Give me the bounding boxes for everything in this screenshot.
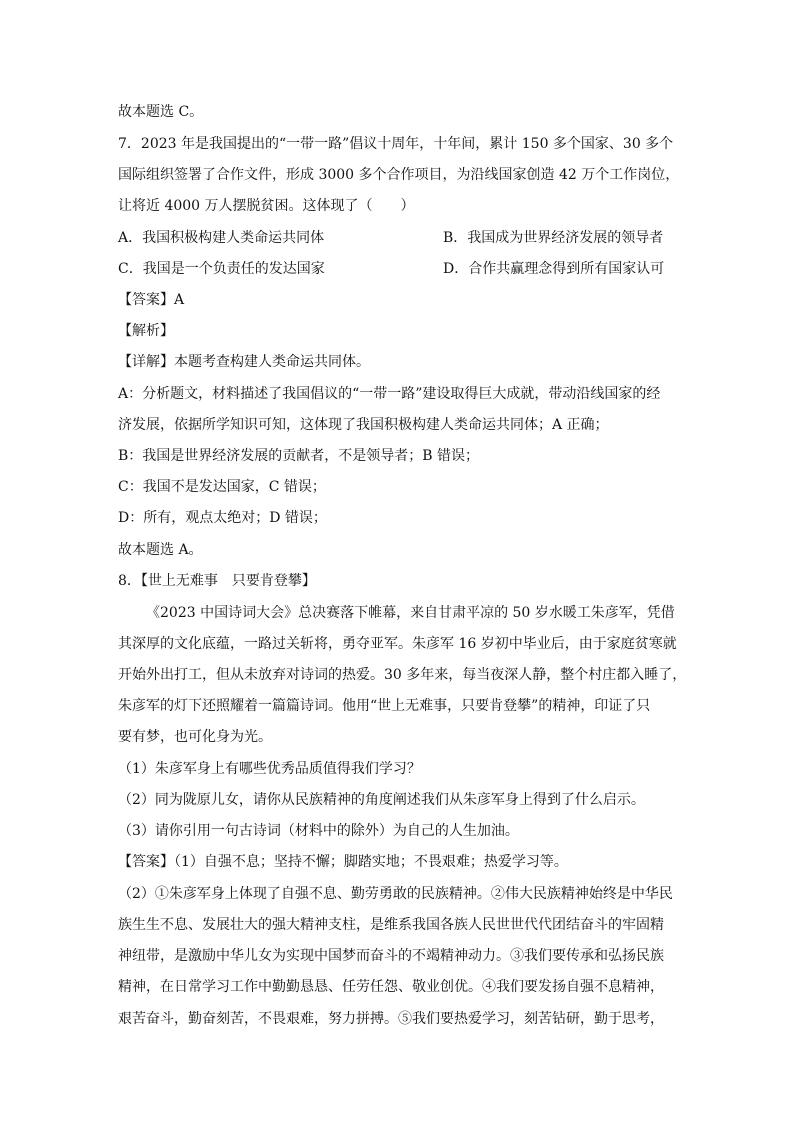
q8-material-line-5: 要有梦，也可化身为光。	[118, 729, 272, 745]
q8-question-2: （2）同为陇原儿女，请你从民族精神的角度阐述我们从朱彦军身上得到了什么启示。	[118, 792, 645, 808]
q7-stem-line-2: 国际组织签署了合作文件，形成 3000 多个合作项目，为沿线国家创造 42 万个工作岗位，	[118, 167, 680, 183]
q7-explanation-line-2: 济发展，依据所学知识可知，这体现了我国积极构建人类命运共同体；A 正确；	[118, 417, 609, 433]
q7-option-a: A．我国积极构建人类命运共同体	[118, 230, 325, 246]
q8-material-line-2: 其深厚的文化底蕴，一路过关斩将，勇夺亚军。朱彦军 16 岁初中毕业后，由于家庭贫寒就	[118, 636, 677, 652]
q7-option-b: B．我国成为世界经济发展的领导者	[443, 230, 664, 246]
q7-explanation-line-4: C：我国不是发达国家，C 错误；	[118, 479, 326, 495]
q8-answer-line-5: 精神，在日常学习工作中勤勤恳恳、任劳任怨、敬业创优。④我们要发扬自强不息精神，	[118, 979, 664, 995]
q7-stem-line-1: 7．2023 年是我国提出的“一带一路”倡议十周年，十年间，累计 150 多个国家、30 多个	[118, 136, 674, 152]
q7-answer: 【答案】A	[118, 292, 185, 308]
q8-material-line-3: 开始外出打工，但从未放弃对诗词的热爱。30 多年来，每当夜深人静，整个村庄都入睡了，	[118, 667, 687, 683]
q7-detail: 【详解】本题考查构建人类命运共同体。	[118, 354, 370, 370]
q8-title: 8．【世上无难事 只要肯登攀】	[118, 573, 316, 589]
q7-analysis-heading: 【解析】	[118, 323, 174, 339]
q7-option-d: D．合作共赢理念得到所有国家认可	[443, 261, 665, 277]
q8-answer-line-4: 神纽带，是激励中华儿女为实现中国梦而奋斗的不竭精神动力。③我们要传承和弘扬民族	[118, 948, 664, 964]
q8-answer-line-1: 【答案】（1）自强不息；坚持不懈；脚踏实地；不畏艰难；热爱学习等。	[118, 854, 568, 870]
q8-question-3: （3）请你引用一句古诗词（材料中的除外）为自己的人生加油。	[118, 823, 519, 839]
q7-explanation-line-3: B：我国是世界经济发展的贡献者，不是领导者；B 错误；	[118, 448, 480, 464]
q7-option-c: C．我国是一个负责任的发达国家	[118, 261, 325, 277]
previous-conclusion: 故本题选 C。	[118, 104, 204, 120]
q8-material-line-1: 《2023 中国诗词大会》总决赛落下帷幕，来自甘肃平凉的 50 岁水暖工朱彦军，凭借	[146, 605, 675, 621]
q8-answer-line-3: 族生生不息、发展壮大的强大精神支柱，是维系我国各族人民世世代代团结奋斗的牢固精	[118, 917, 664, 933]
q8-material-line-4: 朱彦军的灯下还照耀着一篇篇诗词。他用“世上无难事，只要肯登攀”的精神，印证了只	[118, 698, 651, 714]
q8-question-1: （1）朱彦军身上有哪些优秀品质值得我们学习？	[118, 761, 421, 777]
q7-explanation-line-1: A：分析题文，材料描述了我国倡议的“一带一路”建设取得巨大成就，带动沿线国家的经	[118, 386, 661, 402]
q8-answer-line-6: 艰苦奋斗，勤奋刻苦，不畏艰难，努力拼搏。⑤我们要热爱学习，刻苦钻研，勤于思考，	[118, 1011, 664, 1027]
q8-answer-line-2: （2）①朱彦军身上体现了自强不息、勤劳勇敢的民族精神。②伟大民族精神始终是中华民	[118, 886, 673, 902]
q7-conclusion: 故本题选 A。	[118, 542, 203, 558]
q7-stem-line-3: 让将近 4000 万人摆脱贫困。这体现了（ ）	[118, 198, 415, 214]
q7-explanation-line-5: D：所有，观点太绝对；D 错误；	[118, 510, 327, 526]
